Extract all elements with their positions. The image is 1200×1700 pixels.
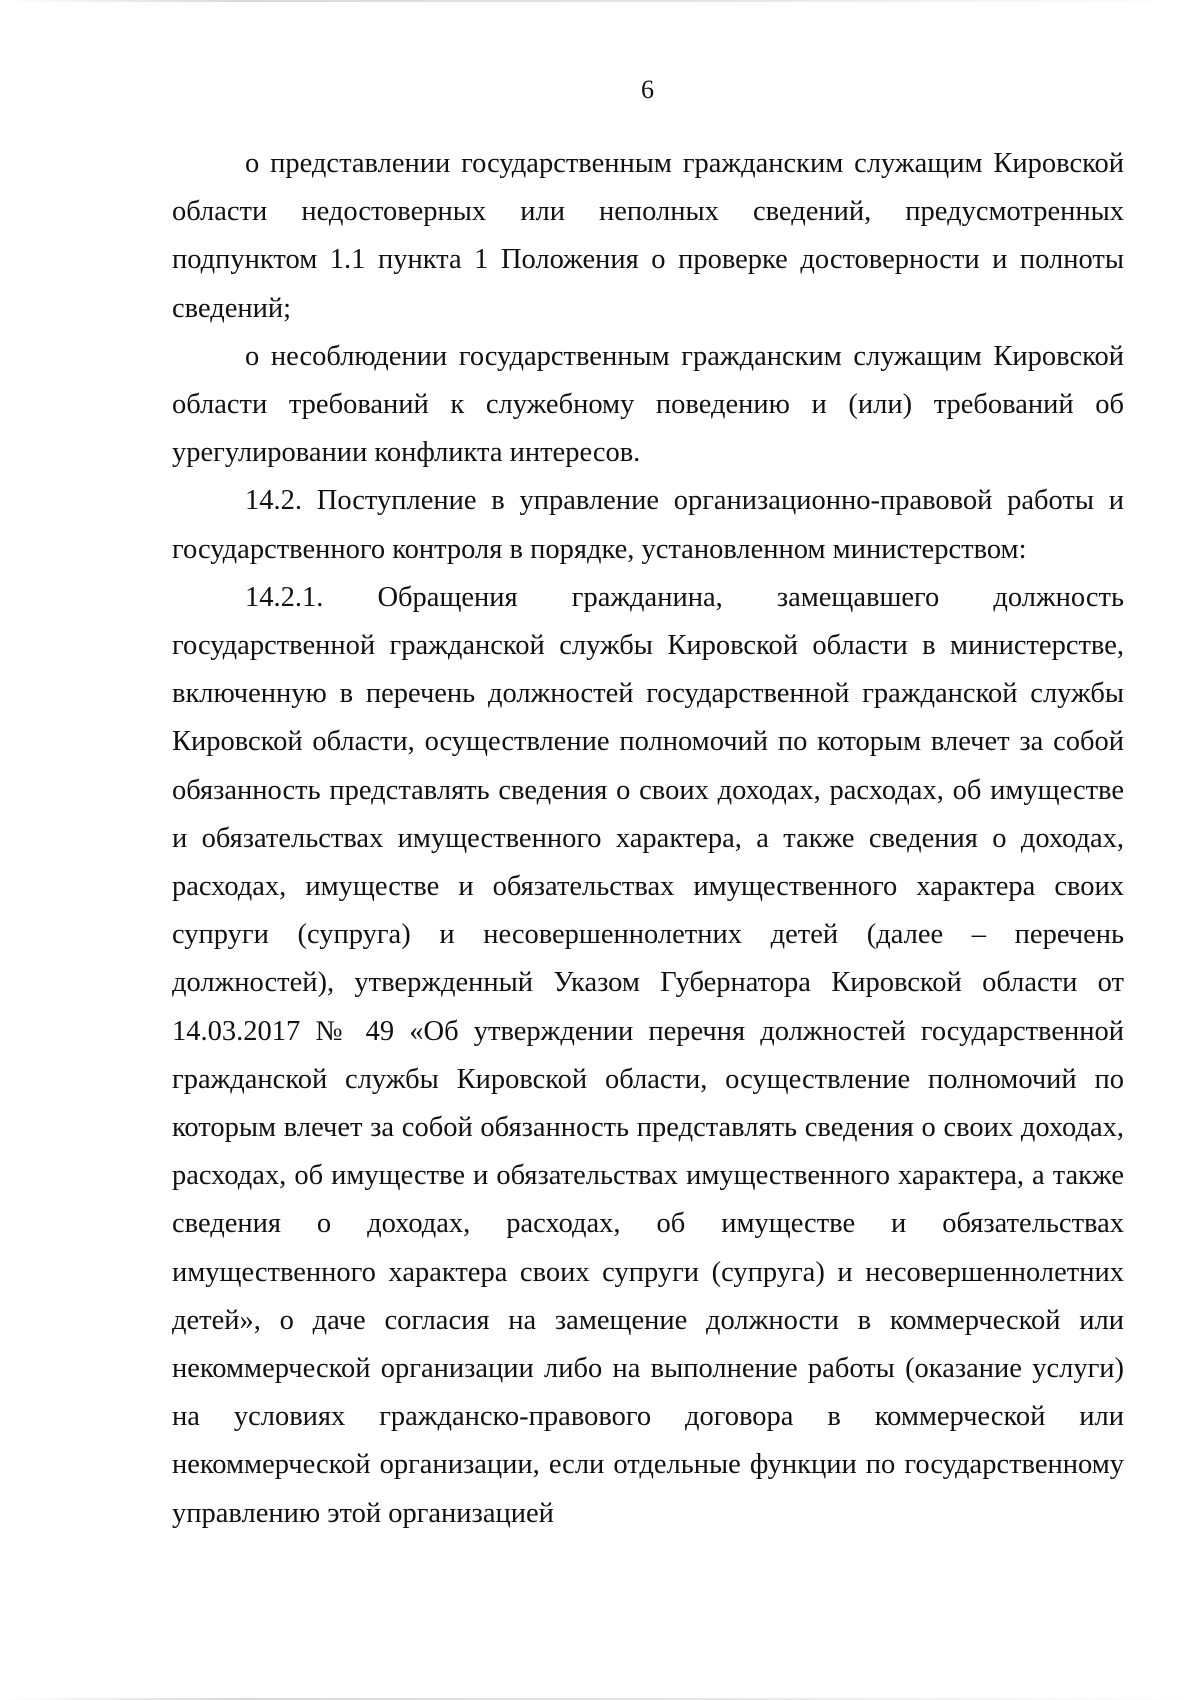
page-number: 6 xyxy=(641,75,654,104)
paragraph-conduct-requirements: о несоблюдении государственным гражданским служащим Кировской области требований к служебному поведению и (или) требований об урегулировании конфликта интересов. xyxy=(172,340,1124,469)
paragraph-clause-14-2: 14.2. Поступление в управление организационно-правовой работы и государственного контроля в порядке, установленном министерством: xyxy=(172,485,1124,565)
paragraph-false-information: о представлении государственным гражданским служащим Кировской области недостоверных или неполных сведений, предусмотренных подпунктом 1.1 пункта 1 Положения о проверке достоверности и полноты сведений; xyxy=(172,148,1124,324)
paragraph-clause-14-2-1: 14.2.1. Обращения гражданина, замещавшего должность государственной гражданской службы Кировской области в министерстве, включенную в перечень должностей государственной гражданской службы Кировской области, осуществление полномочий по которым влечет за собой обязанность представлять сведения о своих доходах, расходах, об имуществе и обязательствах имущественного характера, а также сведения о доходах, расходах, имуществе и обязательствах имущественного характера своих супруги (супруга) и несовершеннолетних детей (далее – перечень должностей), утвержденный Указом Губернатора Кировской области от 14.03.2017 № 49 «Об утверждении перечня должностей государственной гражданской службы Кировской области, осуществление полномочий по которым влечет за собой обязанность представлять сведения о своих доходах, расходах, об имуществе и обязательствах имущественного характера, а также сведения о доходах, расходах, об имуществе и обязательствах имущественного характера своих супруги (супруга) и несовершеннолетних детей», о даче согласия на замещение должности в коммерческой или некоммерческой организации либо на выполнение работы (оказание услуги) на условиях гражданско-правового договора в коммерческой или некоммерческой организации, если отдельные функции по государственному управлению этой организацией xyxy=(172,581,1124,1529)
scan-top-edge xyxy=(0,0,1200,2)
document-body xyxy=(172,140,1124,1538)
